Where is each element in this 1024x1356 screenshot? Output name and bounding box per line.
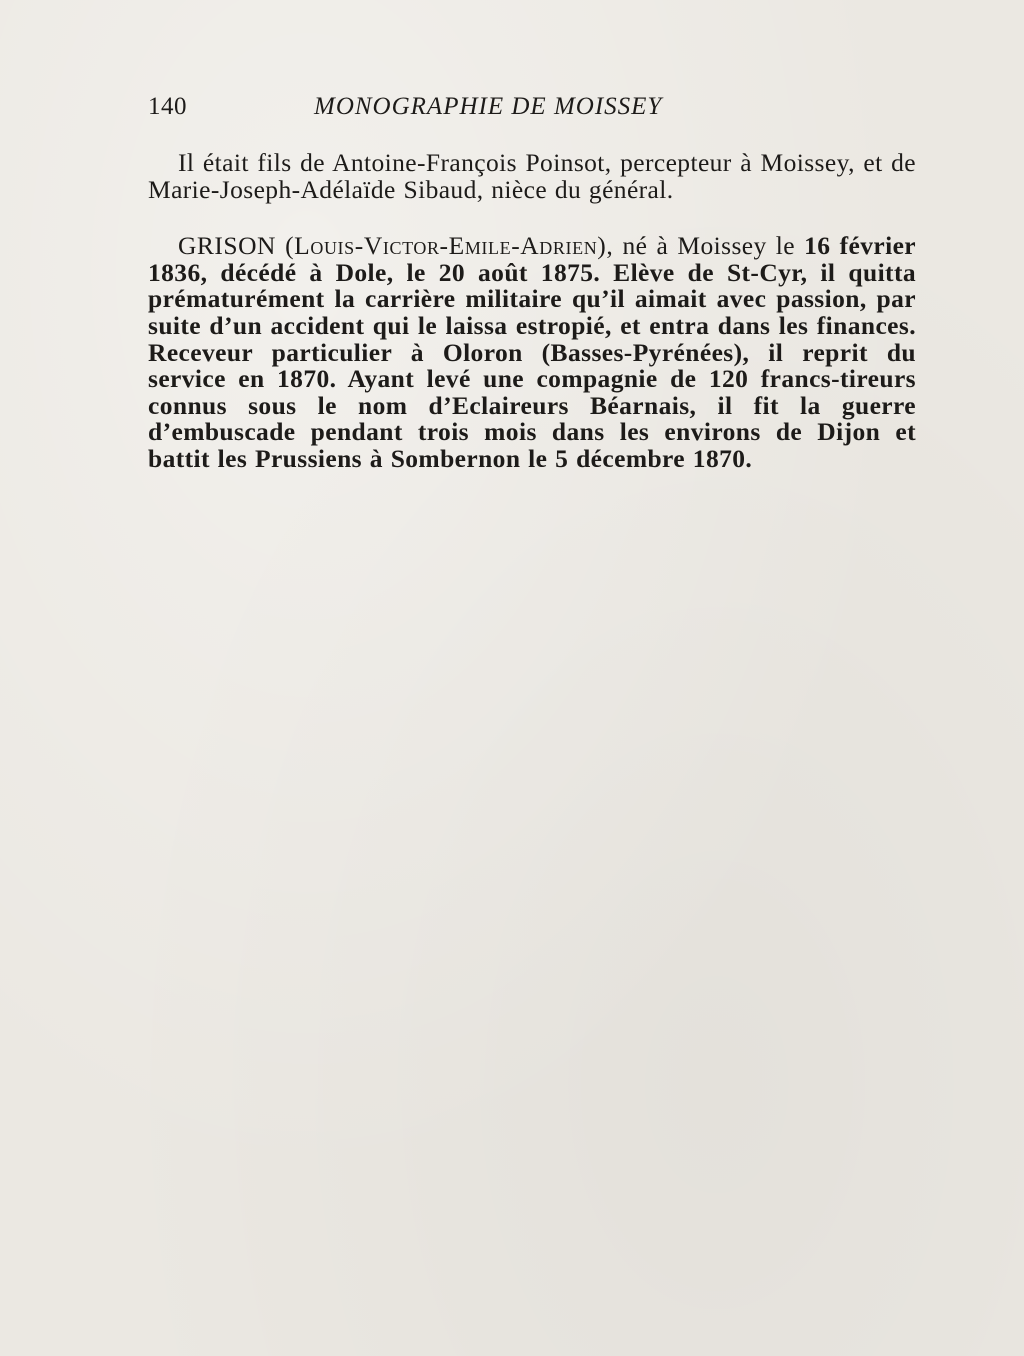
paragraph-grison <box>148 233 916 472</box>
running-title: MONOGRAPHIE DE MOISSEY <box>314 93 663 120</box>
paragraph-poinsot: Il était fils de Antoine-François Poinsot, percepteur à Moissey, et de Marie-Joseph-Adélaïde Sibaud, nièce du général. <box>148 148 916 204</box>
entry-birth-text: né à Moissey le <box>613 231 795 261</box>
entry-given-names: (Louis-Victor-Emile-Adrien), <box>285 231 614 261</box>
page-number: 140 <box>148 93 187 120</box>
entry-surname: GRISON <box>178 231 276 261</box>
body-text <box>148 150 916 473</box>
entry-biography-text: 16 février 1836, décédé à Dole, le 20 août 1875. Elève de St-Cyr, il quitta prématurément la carrière militaire qu’il aimait avec passion, par suite d’un accident qui le laissa estropié, et entra dans les finances. Receveur particulier à Oloron (Basses-Pyrénées), il reprit du service en 1870. Ayant levé une compagnie de 120 francs-tireurs connus sous le nom d’Eclaireurs Béarnais, il fit la guerre d’embuscade pendant trois mois dans les environs de Dijon et battit les Prussiens à Sombernon le 5 décembre 1870. <box>148 231 916 473</box>
running-head <box>148 93 916 129</box>
